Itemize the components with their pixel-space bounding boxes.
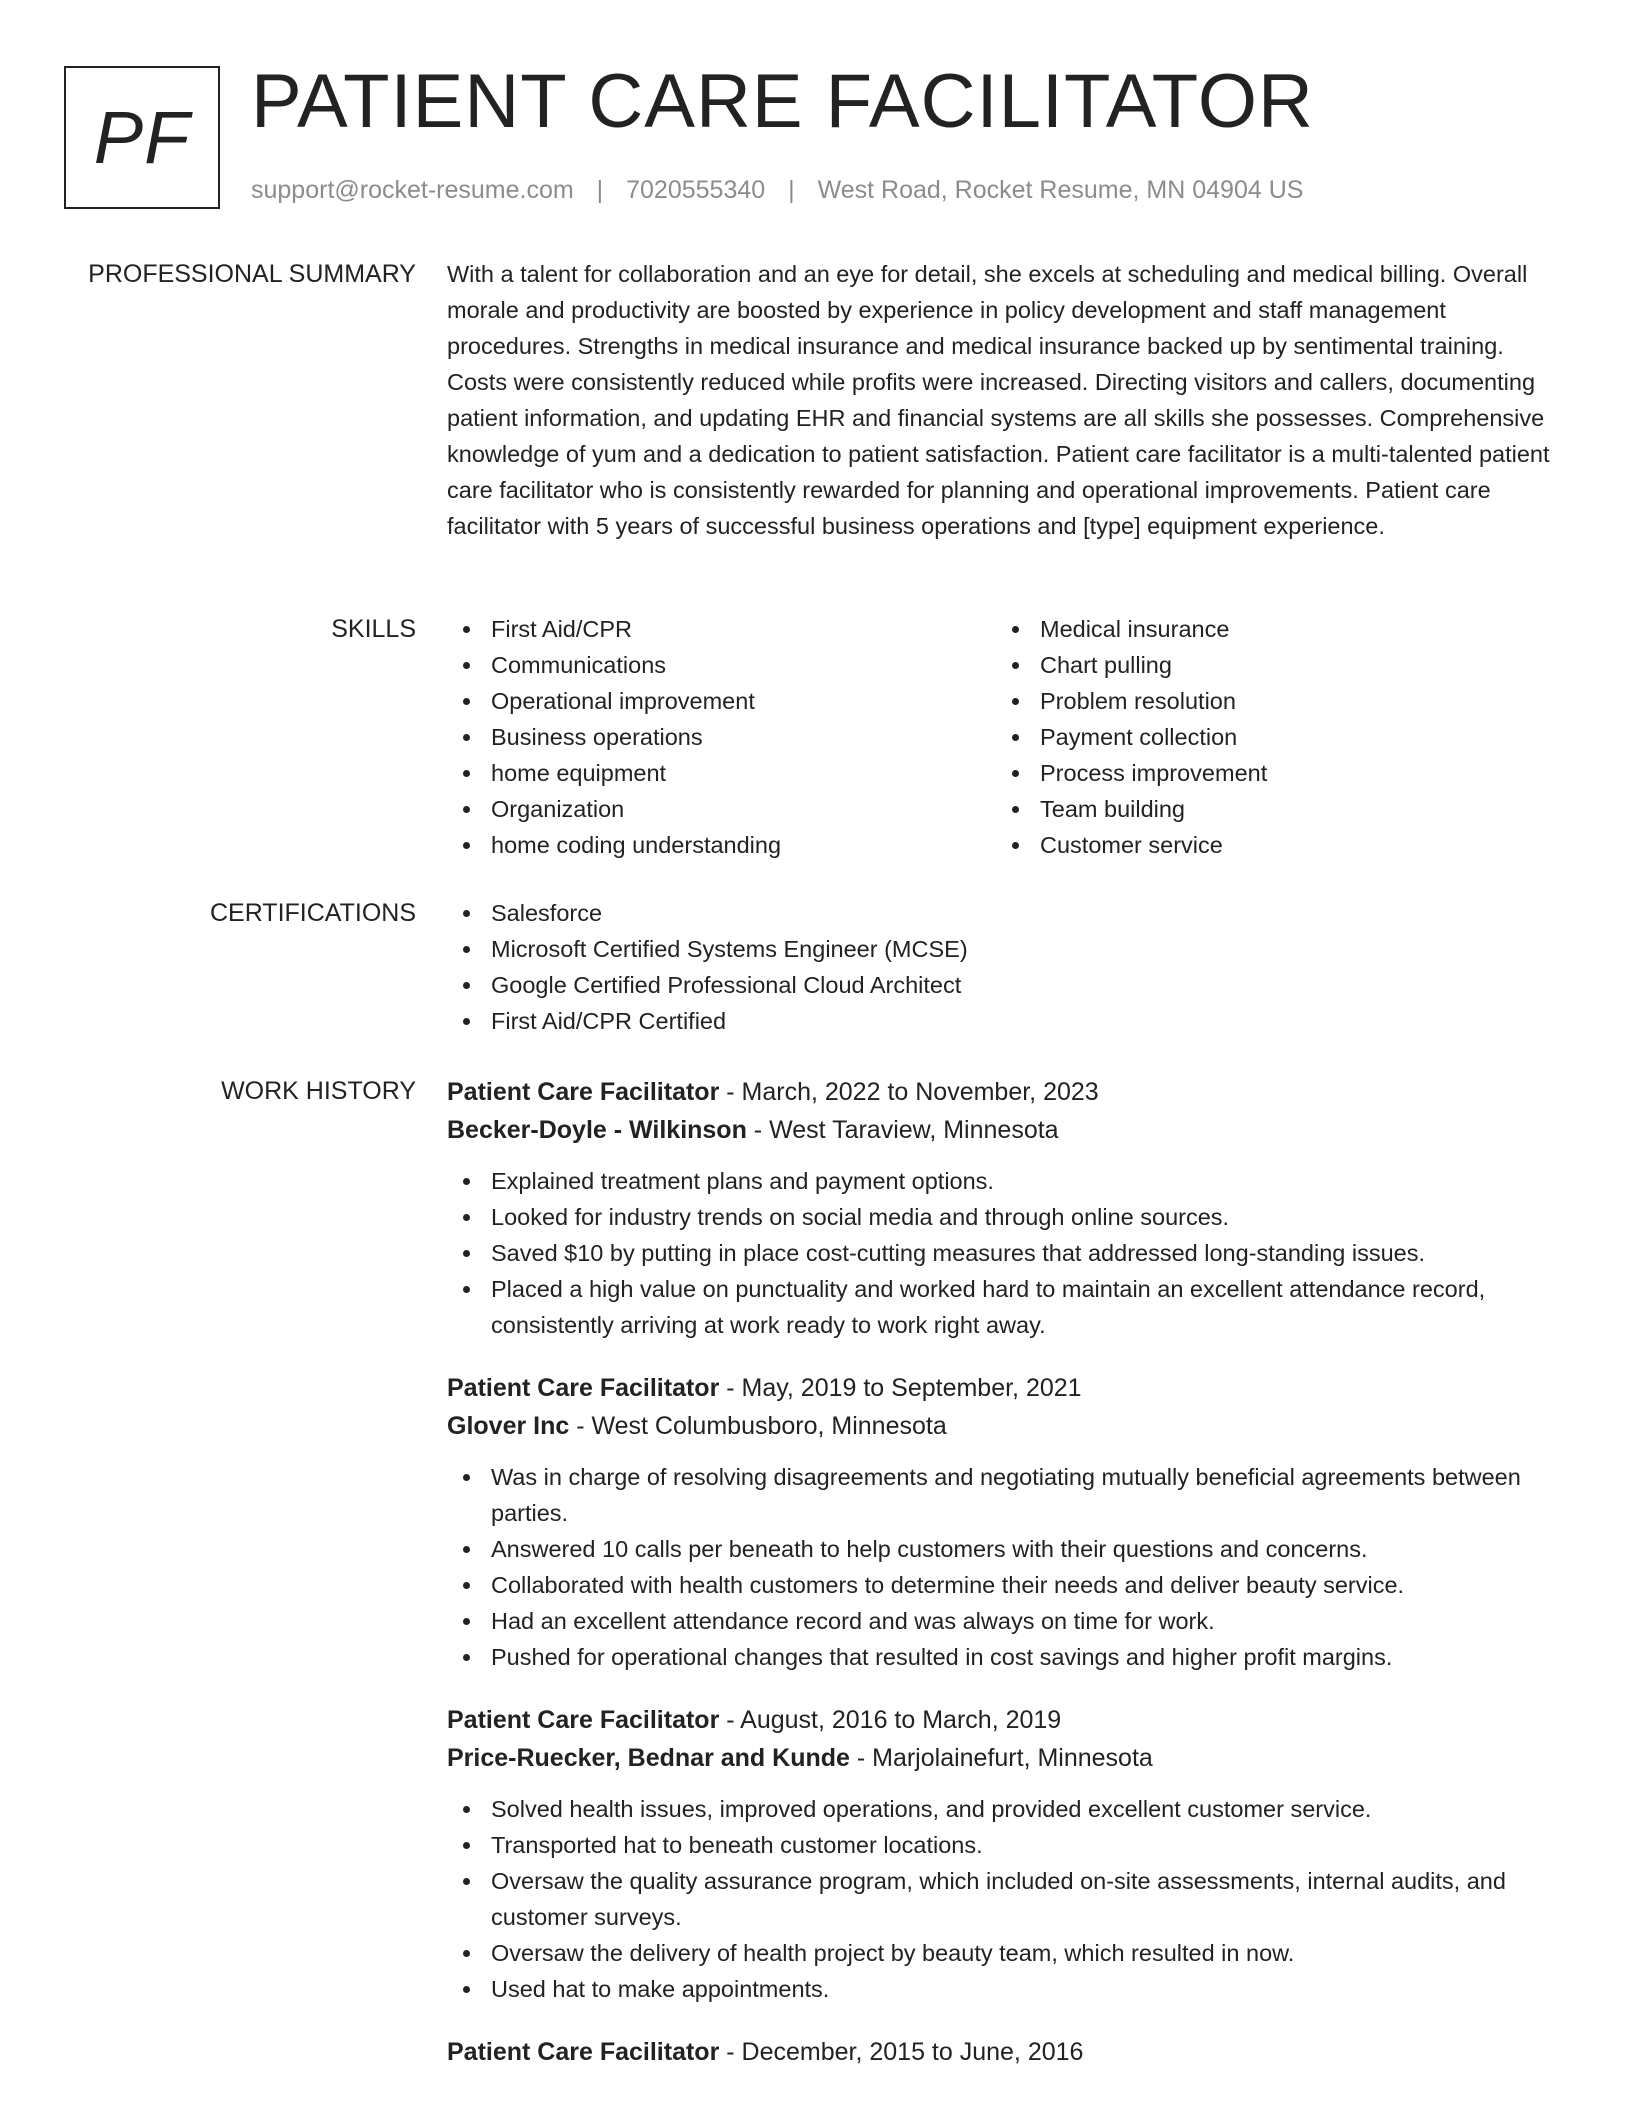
job-location: - West Columbusboro, Minnesota xyxy=(569,1412,947,1440)
skills-list-right xyxy=(996,611,1545,863)
list-item: Was in charge of resolving disagreements and negotiating mutually beneficial agreements between parties. xyxy=(447,1459,1567,1531)
monogram-box xyxy=(64,66,220,209)
job-entry xyxy=(447,1701,1567,2007)
list-item: Payment collection xyxy=(996,719,1545,755)
job-title-line xyxy=(447,1701,1567,1739)
list-item: Salesforce xyxy=(447,895,1567,931)
contact-line xyxy=(251,176,1303,205)
work-history-body xyxy=(447,1073,1567,2097)
list-item: Microsoft Certified Systems Engineer (MCSE) xyxy=(447,931,1567,967)
job-bullets xyxy=(447,1459,1567,1675)
list-item: Business operations xyxy=(447,719,996,755)
list-item: Oversaw the quality assurance program, which included on-site assessments, internal audits, and customer surveys. xyxy=(447,1863,1567,1935)
list-item: Organization xyxy=(447,791,996,827)
job-title-line xyxy=(447,1369,1567,1407)
job-location: - West Taraview, Minnesota xyxy=(746,1116,1059,1144)
list-item: Used hat to make appointments. xyxy=(447,1971,1567,2007)
list-item: Customer service xyxy=(996,827,1545,863)
certifications-body xyxy=(447,895,1567,1039)
job-title: Patient Care Facilitator xyxy=(447,1078,720,1106)
job-title-line xyxy=(447,1073,1567,1111)
list-item: Had an excellent attendance record and was always on time for work. xyxy=(447,1603,1567,1639)
list-item: Looked for industry trends on social media and through online sources. xyxy=(447,1199,1567,1235)
contact-separator: | xyxy=(596,176,604,204)
list-item: Operational improvement xyxy=(447,683,996,719)
list-item: First Aid/CPR Certified xyxy=(447,1003,1567,1039)
job-title: Patient Care Facilitator xyxy=(447,1374,720,1402)
job-entry xyxy=(447,1369,1567,1675)
list-item: First Aid/CPR xyxy=(447,611,996,647)
job-entry xyxy=(447,2033,1567,2071)
contact-separator: | xyxy=(788,176,795,204)
section-label-skills: SKILLS xyxy=(331,615,416,643)
list-item: home equipment xyxy=(447,755,996,791)
section-label-certifications: CERTIFICATIONS xyxy=(209,899,416,927)
list-item: Oversaw the delivery of health project by beauty team, which resulted in now. xyxy=(447,1935,1567,1971)
list-item: Placed a high value on punctuality and worked hard to maintain an excellent attendance record, consistently arriving at work ready to work right away. xyxy=(447,1271,1567,1343)
job-company: Price-Ruecker, Bednar and Kunde xyxy=(447,1744,850,1772)
monogram-initials: PF xyxy=(93,96,191,179)
job-title-line xyxy=(447,2033,1567,2071)
resume-title: PATIENT CARE FACILITATOR xyxy=(251,59,1314,144)
job-bullets xyxy=(447,1163,1567,1343)
list-item: Team building xyxy=(996,791,1545,827)
list-item: Transported hat to beneath customer locations. xyxy=(447,1827,1567,1863)
job-dates: - August, 2016 to March, 2019 xyxy=(719,1706,1062,1734)
list-item: Medical insurance xyxy=(996,611,1545,647)
list-item: Saved $10 by putting in place cost-cutting measures that addressed long-standing issues. xyxy=(447,1235,1567,1271)
job-title: Patient Care Facilitator xyxy=(447,2038,720,2066)
summary-text: With a talent for collaboration and an eye for detail, she excels at scheduling and medical billing. Overall morale and productivity are boosted by experience in policy development and staff management procedures. Strengths in medical insurance and medical insurance backed up by sentimental training. Costs were consistently reduced while profits were increased. Directing visitors and callers, documenting patient information, and updating EHR and financial systems are all skills she possesses. Comprehensive knowledge of yum and a dedication to patient satisfaction. Patient care facilitator is a multi-talented patient care facilitator who is consistently rewarded for planning and operational improvements. Patient care facilitator with 5 years of successful business operations and [type] equipment experience. xyxy=(447,261,1550,539)
section-label-work-history: WORK HISTORY xyxy=(221,1077,416,1105)
contact-email[interactable]: support@rocket-resume.com xyxy=(251,176,574,204)
list-item: Communications xyxy=(447,647,996,683)
list-item: Problem resolution xyxy=(996,683,1545,719)
list-item: Answered 10 calls per beneath to help customers with their questions and concerns. xyxy=(447,1531,1567,1567)
job-company-line xyxy=(447,1111,1567,1149)
list-item: Process improvement xyxy=(996,755,1545,791)
job-company-line xyxy=(447,1407,1567,1445)
job-location: - Marjolainefurt, Minnesota xyxy=(849,1744,1153,1772)
list-item: Collaborated with health customers to determine their needs and deliver beauty service. xyxy=(447,1567,1567,1603)
certifications-list xyxy=(447,895,1567,1039)
job-dates: - March, 2022 to November, 2023 xyxy=(719,1078,1099,1106)
list-item: Chart pulling xyxy=(996,647,1545,683)
job-entry xyxy=(447,1073,1567,1343)
contact-address: West Road, Rocket Resume, MN 04904 US xyxy=(817,176,1304,204)
skills-list-left xyxy=(447,611,996,863)
list-item: Solved health issues, improved operations, and provided excellent customer service. xyxy=(447,1791,1567,1827)
job-bullets xyxy=(447,1791,1567,2007)
skills-columns xyxy=(447,611,1567,863)
list-item: home coding understanding xyxy=(447,827,996,863)
job-company: Glover Inc xyxy=(447,1412,570,1440)
list-item: Explained treatment plans and payment options. xyxy=(447,1163,1567,1199)
list-item: Google Certified Professional Cloud Architect xyxy=(447,967,1567,1003)
contact-phone[interactable]: 7020555340 xyxy=(626,176,766,204)
section-label-summary: PROFESSIONAL SUMMARY xyxy=(88,260,416,288)
job-title: Patient Care Facilitator xyxy=(447,1706,720,1734)
job-dates: - December, 2015 to June, 2016 xyxy=(719,2038,1084,2066)
job-company: Becker-Doyle - Wilkinson xyxy=(447,1116,747,1144)
list-item: Pushed for operational changes that resulted in cost savings and higher profit margins. xyxy=(447,1639,1567,1675)
job-dates: - May, 2019 to September, 2021 xyxy=(719,1374,1082,1402)
job-company-line xyxy=(447,1739,1567,1777)
